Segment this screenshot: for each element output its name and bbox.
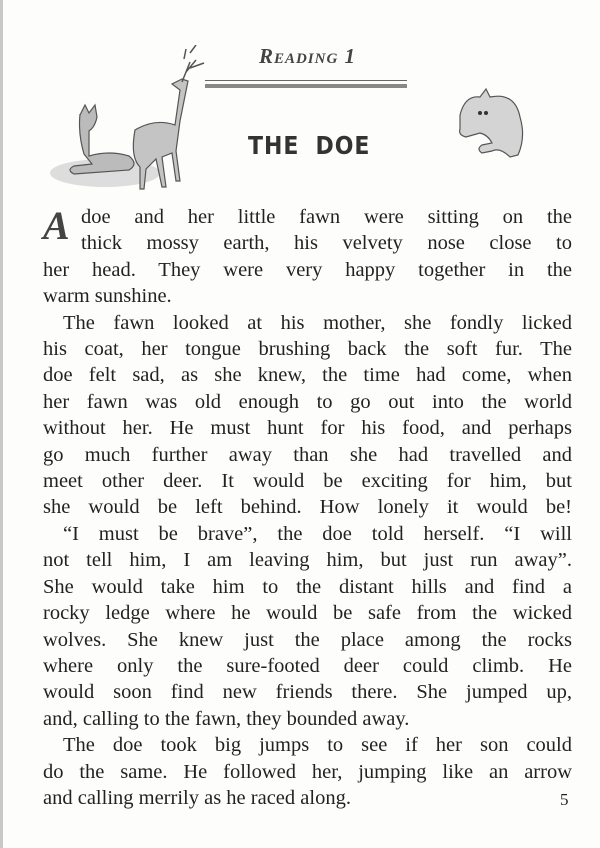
text-line: and, calling to the fawn, they bounded away. (43, 707, 410, 730)
text-line: wolves. She knew just the place among the rocks (43, 628, 572, 651)
text-line: She would take him to the distant hills and find a (43, 575, 572, 598)
text-line: “I must be brave”, the doe told herself. “I will (63, 522, 572, 545)
text-line: not tell him, I am leaving him, but just run away”. (43, 549, 572, 572)
text-line: doe and her little fawn were sitting on the (81, 206, 572, 228)
text-line: go much further away than she had travelled and (43, 443, 572, 466)
text-line: The fawn looked at his mother, she fondly licked (63, 311, 572, 334)
text-line: do the same. He followed her, jumping like an arrow (43, 760, 572, 783)
deer-illustration (40, 45, 220, 195)
text-line: her head. They were very happy together in the (43, 258, 572, 281)
text-line: rocky ledge where he would be safe from the wicked (43, 602, 572, 625)
header-rule (205, 80, 407, 81)
header-rule-thick (205, 84, 407, 88)
text-line: The doe took big jumps to see if her son could (63, 734, 572, 757)
text-line: without her. He must hunt for his food, and perhaps (43, 417, 572, 440)
text-line: warm sunshine. (43, 285, 172, 308)
page-number: 5 (560, 790, 569, 809)
text-line: would soon find new friends there. She jumped up, (43, 681, 572, 704)
text-line: her fawn was old enough to go out into the world (43, 390, 572, 413)
story-title (248, 132, 386, 161)
text-line: where only the sure-footed deer could climb. He (43, 654, 572, 677)
text-line: meet other deer. It would be exciting for him, but (43, 470, 572, 493)
title-word-the: THE (248, 132, 300, 161)
wolf-illustration (450, 85, 530, 160)
drop-cap: A (43, 203, 70, 248)
page-edge (0, 0, 3, 848)
text-line: she would be left behind. How lonely it would be! (43, 496, 572, 519)
text-line: and calling merrily as he raced along. (43, 786, 351, 809)
title-word-doe: DOE (315, 132, 371, 161)
text-line: doe felt sad, as she knew, the time had come, when (43, 364, 572, 387)
text-line: thick mossy earth, his velvety nose close to (81, 232, 572, 255)
story-text (43, 204, 572, 811)
reading-header: Reading 1 (258, 44, 357, 68)
text-line: his coat, her tongue brushing back the soft fur. The (43, 338, 572, 361)
